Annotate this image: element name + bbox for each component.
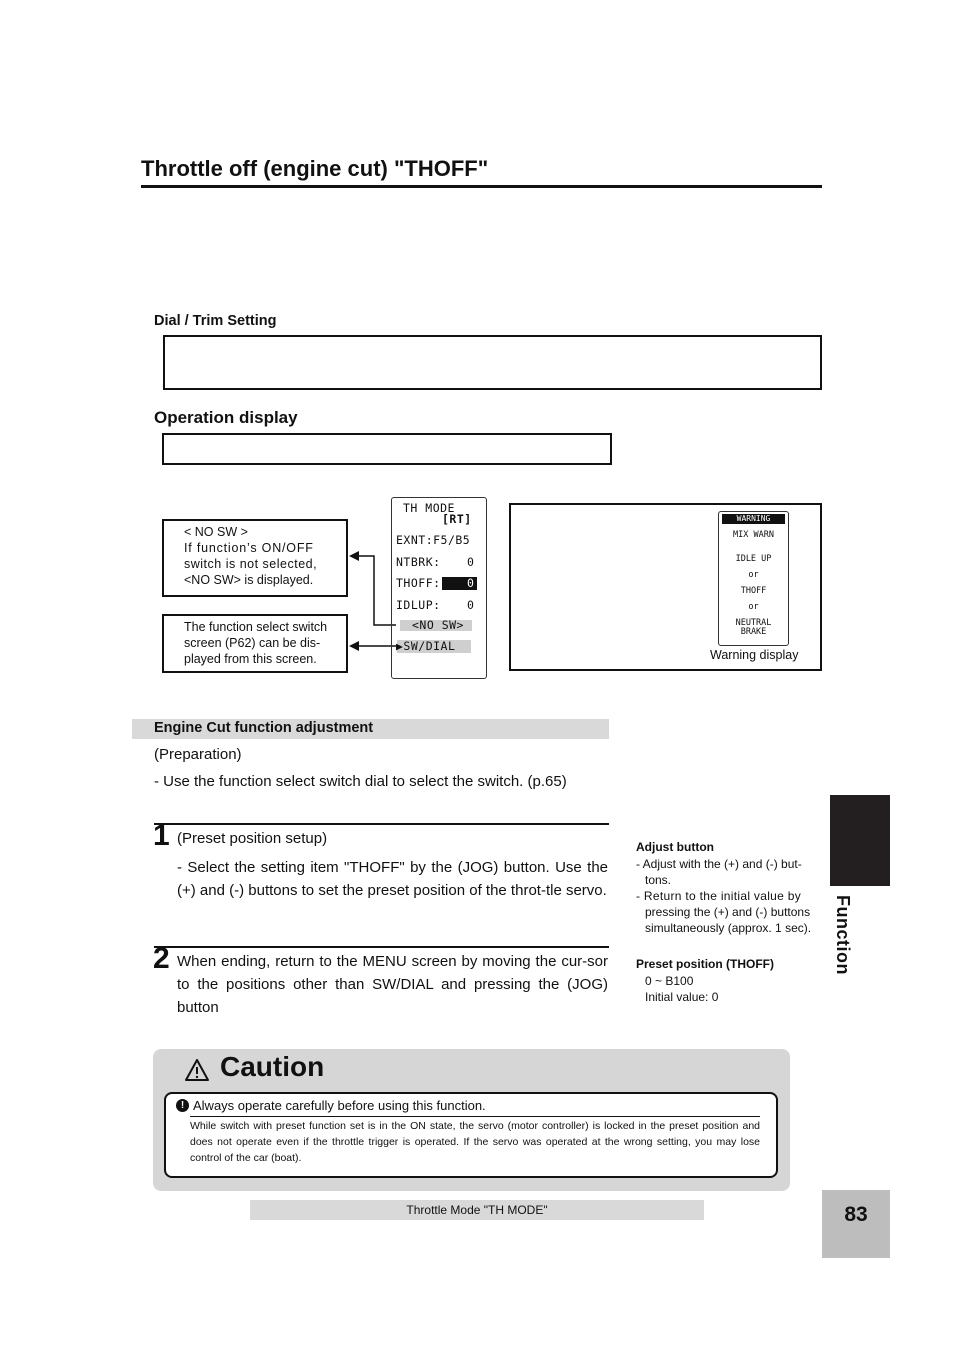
warning-triangle-icon	[184, 1058, 210, 1082]
preset-position-title: Preset position (THOFF)	[636, 957, 774, 971]
lcd-exp-line: EXNT:F5/B5	[396, 533, 471, 547]
function-select-callout-line: The function select switch	[184, 620, 328, 634]
step-1-body: - Select the setting item "THOFF" by the (JOG) button. Use the (+) and (-) buttons to set the preset position of the throt-tle servo.	[177, 859, 608, 899]
no-sw-callout-title: < NO SW >	[184, 525, 248, 539]
caution-body: While switch with preset function set is in the ON state, the servo (motor controller) is locked in the preset position and does not operate even if the throttle trigger is operated. If the servo was operated at the wrong setting, you may lose control of the car (boat).	[190, 1120, 760, 1164]
preset-initial: Initial value: 0	[645, 990, 719, 1004]
adjust-button-note: - Adjust with the (+) and (-) but-	[636, 857, 802, 871]
footer-label: Throttle Mode "TH MODE"	[250, 1200, 704, 1220]
lcd-ntbrk-label: NTBRK:	[396, 555, 441, 569]
adjust-button-note: simultaneously (approx. 1 sec).	[645, 921, 812, 935]
adjust-button-note: pressing the (+) and (-) buttons	[645, 905, 811, 919]
preset-range: 0 ~ B100	[645, 974, 694, 988]
exclamation-icon: !	[176, 1099, 189, 1112]
lcd-idlup-label: IDLUP:	[396, 598, 441, 612]
adjust-button-note: - Return to the initial value by	[636, 889, 802, 903]
lcd-thoff-label: THOFF:	[396, 576, 441, 590]
dial-trim-box	[163, 335, 822, 390]
warning-line: or	[748, 602, 759, 612]
caution-title: Caution	[220, 1051, 325, 1082]
adjust-button-title: Adjust button	[636, 840, 714, 854]
lcd-title: TH MODE	[403, 501, 455, 515]
warning-line: or	[748, 570, 759, 580]
no-sw-callout	[162, 519, 348, 597]
side-tab-label: Function	[833, 895, 853, 975]
warning-header: WARNING	[722, 514, 785, 524]
title-rule	[141, 185, 822, 188]
step-2-number: 2	[153, 942, 170, 975]
step-1-title: (Preset position setup)	[177, 830, 328, 847]
function-select-callout-line: screen (P62) can be dis-	[184, 636, 321, 650]
lcd-no-sw: <NO SW>	[412, 618, 464, 632]
warning-line: BRAKE	[740, 627, 767, 637]
lcd-thoff-value: 0	[467, 576, 475, 590]
no-sw-callout-line: <NO SW> is displayed.	[184, 573, 314, 587]
step-2-body: When ending, return to the MENU screen by moving the cur-sor to the positions other than SW/DIAL and pressing the (JOG) button	[177, 953, 608, 1016]
no-sw-arrow-line	[352, 556, 396, 625]
preparation-detail: - Use the function select switch dial to select the switch. (p.65)	[154, 773, 567, 790]
warning-caption: Warning display	[710, 648, 799, 662]
function-select-callout-line: played from this screen.	[184, 652, 317, 666]
no-sw-callout-line: If function’s ON/OFF	[184, 541, 314, 555]
step-2-rule	[154, 946, 609, 948]
warning-line: THOFF	[740, 586, 767, 596]
operation-display-box	[162, 433, 612, 465]
lcd-sw-dial: ▶SW/DIAL	[396, 639, 456, 653]
operation-display-label: Operation display	[154, 408, 298, 427]
no-sw-callout-line: switch is not selected,	[184, 557, 318, 571]
step-1-rule	[154, 823, 609, 825]
page-title: Throttle off (engine cut) "THOFF"	[141, 156, 489, 181]
caution-lead: Always operate carefully before using this function.	[193, 1098, 486, 1113]
step-1-number: 1	[153, 819, 170, 852]
adjust-button-note: tons.	[645, 873, 672, 887]
warning-line: MIX WARN	[733, 530, 774, 540]
page-number: 83	[844, 1203, 868, 1226]
warning-line: IDLE UP	[735, 554, 772, 564]
adjust-section-header: Engine Cut function adjustment	[154, 720, 374, 736]
dial-trim-label: Dial / Trim Setting	[154, 313, 277, 329]
function-select-arrow-head	[349, 641, 359, 651]
lcd-tag: [RT]	[442, 512, 472, 526]
warning-screen	[718, 511, 789, 646]
warning-line: NEUTRAL	[735, 618, 772, 628]
function-select-callout	[162, 614, 348, 673]
caution-divider	[190, 1116, 760, 1117]
side-tab-block	[830, 795, 890, 886]
preparation-label: (Preparation)	[154, 746, 242, 763]
lcd-ntbrk-value: 0	[467, 555, 475, 569]
lcd-idlup-value: 0	[467, 598, 475, 612]
lcd-screen	[391, 497, 487, 679]
no-sw-arrow-head	[349, 551, 359, 561]
